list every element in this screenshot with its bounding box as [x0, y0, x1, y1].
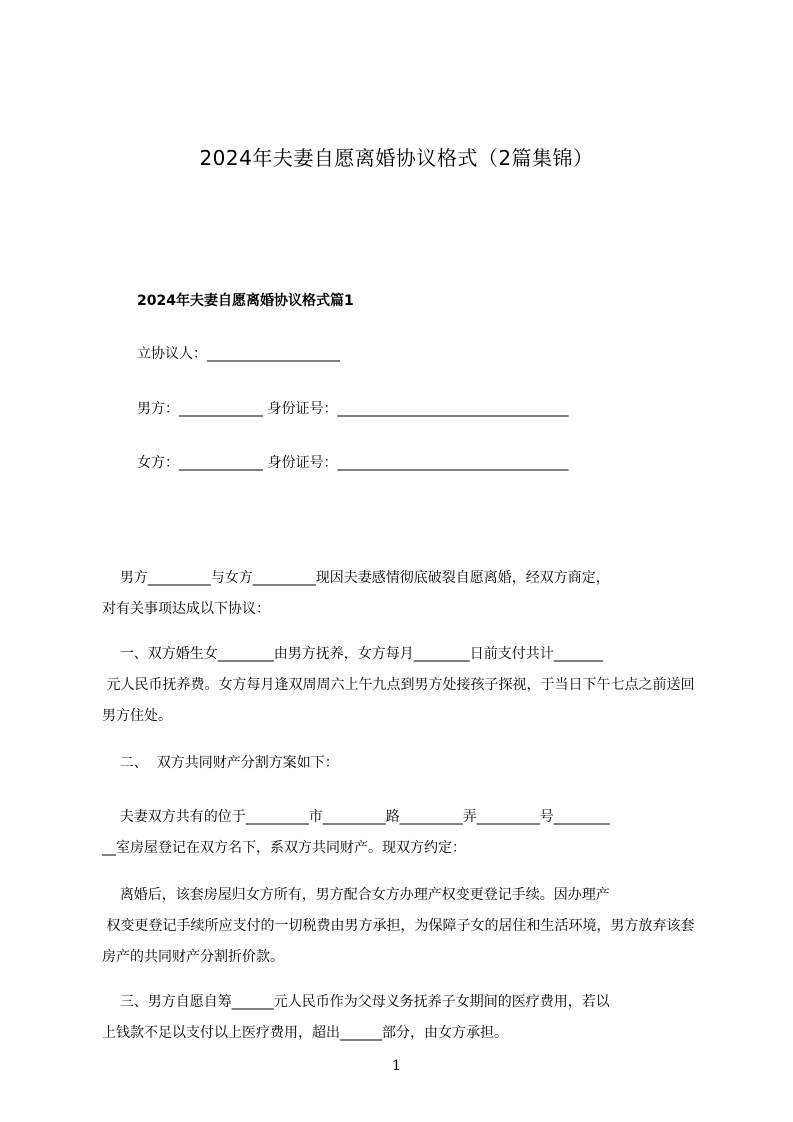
paragraph-line: 离婚后，该套房屋归女方所有，男方配合女方办理产权变更登记手续。因办理产 — [102, 887, 610, 903]
document-title: 2024年夫妻自愿离婚协议格式（2篇集锦） — [199, 146, 594, 170]
female-party-field: 女方：____________ 身份证号：_________________________________ — [137, 455, 569, 471]
paragraph-text: 权变更登记手续所应支付的一切税费由男方承担，为保障子女的居住和生活环境，男方放弃该套房产的共同财产分割折价款。 — [102, 918, 695, 965]
paragraph-text: 元人民币抚养费。女方每月逢双周周六上午九点到男方处接孩子探视，于当日下午七点之前送回男方住处。 — [102, 677, 695, 724]
paragraph-text: 对有关事项达成以下协议： — [102, 601, 270, 617]
paragraph-text: __室房屋登记在双方名下，系双方共同财产。现双方约定： — [102, 840, 466, 856]
paragraph-line: 一、双方婚生女________由男方抚养，女方每月________日前支付共计_______ — [102, 646, 603, 662]
paragraph-line: 三、男方自愿自筹______元人民币作为父母义务抚养子女期间的医疗费用，若以 — [102, 994, 610, 1010]
paragraph-line: 二、 双方共同财产分割方案如下： — [102, 755, 339, 771]
paragraph-line: 男方_________与女方_________现因夫妻感情彻底破裂自愿离婚，经双方商定， — [102, 570, 610, 586]
page-number: 1 — [392, 1058, 401, 1074]
paragraph-clause-3 — [102, 925, 706, 1049]
section-heading: 2024年夫妻自愿离婚协议格式篇1 — [137, 293, 354, 309]
male-party-field: 男方：____________ 身份证号：_________________________________ — [137, 401, 569, 417]
paragraph-line: 夫妻双方共有的位于_________市_________路_________弄_________号________ — [102, 809, 610, 825]
party-field: 立协议人：___________________ — [137, 346, 340, 362]
paragraph-text: 上钱款不足以支付以上医疗费用，超出______部分，由女方承担。 — [102, 1025, 508, 1041]
